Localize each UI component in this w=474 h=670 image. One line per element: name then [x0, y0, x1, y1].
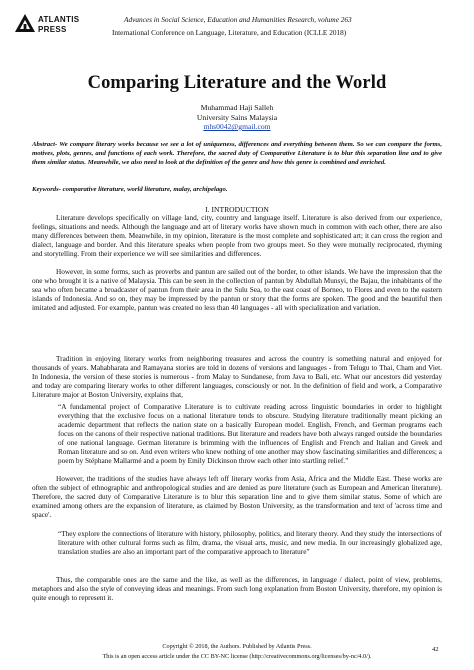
- atlantis-logo-icon: [14, 13, 36, 35]
- page-number: 42: [432, 646, 439, 653]
- paragraph-2: However, in some forms, such as proverbs and pantun are sailed out of the border, to other islands. We have the impression that the one who brought it is a native of Malaysia. This can be seen in the collection of pantun by Abdullah Munsyi, the Bajau, the inhabitants of the sea who often became a broadcaster of pantun from their area in the Sulu Sea, to the east coast of Borneo, to Flores and even to the eastern islands of Indonesia. And so on, they may be impressed by the pantun or story that the forms are spoken. The good and the beautiful then imitated and adjusted. For example, pantun was created no less than 40 languages - all with specialization and variation.: [32, 268, 442, 312]
- paragraph-1: Literature develops specifically on village land, city, country and language itself. Literature is also derived from our experience, feelings, situations and needs. Although the language and art of literary works have shown much in common with each other, there are also many differences between them. Meanwhile, in my opinion, literature is the most complete and sophisticated art; it can cross the region and dialect, language and border. And this literature speaks when people from two groups meet. So they were mutually reciprocated, rhyming and storytelling. From their experience we will see similarities and differences.: [32, 214, 442, 258]
- logo-word-atlantis: ATLANTIS: [38, 15, 80, 24]
- paragraph-4: However, the traditions of the studies have always left off literary works from Asia, Africa and the Middle East. These works are often the subject of ethnographic and anthropological studies and are denied as pure literature (such as European and American literature). Therefore, the sacred duty of Comparative Literature is to blur this separation line and to give them similar status. Some of which are examined among others are the expansion of literature, as claimed by Boston University, as the transformation and text of 'across time and space'.: [32, 475, 442, 519]
- atlantis-press-logo: [14, 12, 84, 38]
- footer-license: This is an open access article under the CC BY-NC license (http://creativecommons.org/licenses/by-nc/4.0/).: [102, 653, 372, 660]
- block-quote-1: “A fundamental project of Comparative Literature is to cultivate reading across linguistic boundaries in order to highlight everything that the exclusive focus on a national literature tends to obscure. Studying literature traditionally meant picking an academic department that reflects the nation state on a basically European model. English, French, and German programs each focus on the canons of their respective national traditions. But literature and readers have both always ranged outside the boundaries of one national language. German literature is brimming with the influences of English and French and Italian and Greek and Roman literature and so on. And even writers who knew nothing of one another may show fascinating similarities and differences; a poem by Stéphane Mallarmé and a poem by Emily Dickinson throw each other into startling relief.”: [58, 403, 442, 465]
- paragraph-3: Tradition in enjoying literary works from neighboring treasures and across the country is something natural and enjoyed for thousands of years. Mahabharata and Ramayana stories are told in dozens of versions and languages - from Telugu to Thai, Cham and Viet. In Indonesia, the version of these stories is numerous - from Malay to Sundanese, from Java to Bali, etc. What our ancestors did yesterday and today are comparing literary works to other different languages, consciously or not. In the definition of field and work, a Comparative Literature major at Boston University, explains that,: [32, 355, 442, 399]
- author-email-link[interactable]: mhs0042@gmail.com: [203, 122, 271, 131]
- author-affiliation: University Sains Malaysia: [196, 113, 278, 122]
- keywords: Keywords- comparative literature, world literature, malay, archipelago.: [32, 186, 228, 193]
- paragraph-5: Thus, the comparable ones are the same and the like, as well as the differences, in language / dialect, point of view, problems, metaphors and also the style of conveying ideas and meanings. From such long explanation from Boston University, therefore, my opinion is quite enough to represent it.: [32, 576, 442, 602]
- series-line: Advances in Social Science, Education and Humanities Research, volume 263: [124, 15, 352, 24]
- paper-title: Comparing Literature and the World: [87, 73, 387, 93]
- block-quote-2: “They explore the connections of literature with history, philosophy, politics, and literary theory. And they study the intersections of literature with other cultural forms such as film, drama, the visual arts, music, and new media. In our increasingly globalized age, translation studies are also an important part of the comparative approach to literature”: [58, 530, 442, 556]
- conference-line: International Conference on Language, Literature, and Education (ICLLE 2018): [112, 28, 347, 37]
- abstract: Abstract- We compare literary works because we see a lot of uniqueness, differences and everything between them. So we can compare the forms, motives, plots, genres, and functions of each work. Therefore, the sacred duty of Comparative Literature is to blur this separation line and to give them similar status. Meanwhile, we also need to look at the definition of the genre and how this genre is combined and enriched.: [32, 141, 442, 166]
- footer-copyright: Copyright © 2018, the Authors. Published by Atlantis Press.: [162, 643, 312, 650]
- section-heading: I. INTRODUCTION: [205, 205, 269, 214]
- author-name: Muhammad Haji Salleh: [200, 103, 274, 112]
- logo-word-press: PRESS: [38, 25, 67, 34]
